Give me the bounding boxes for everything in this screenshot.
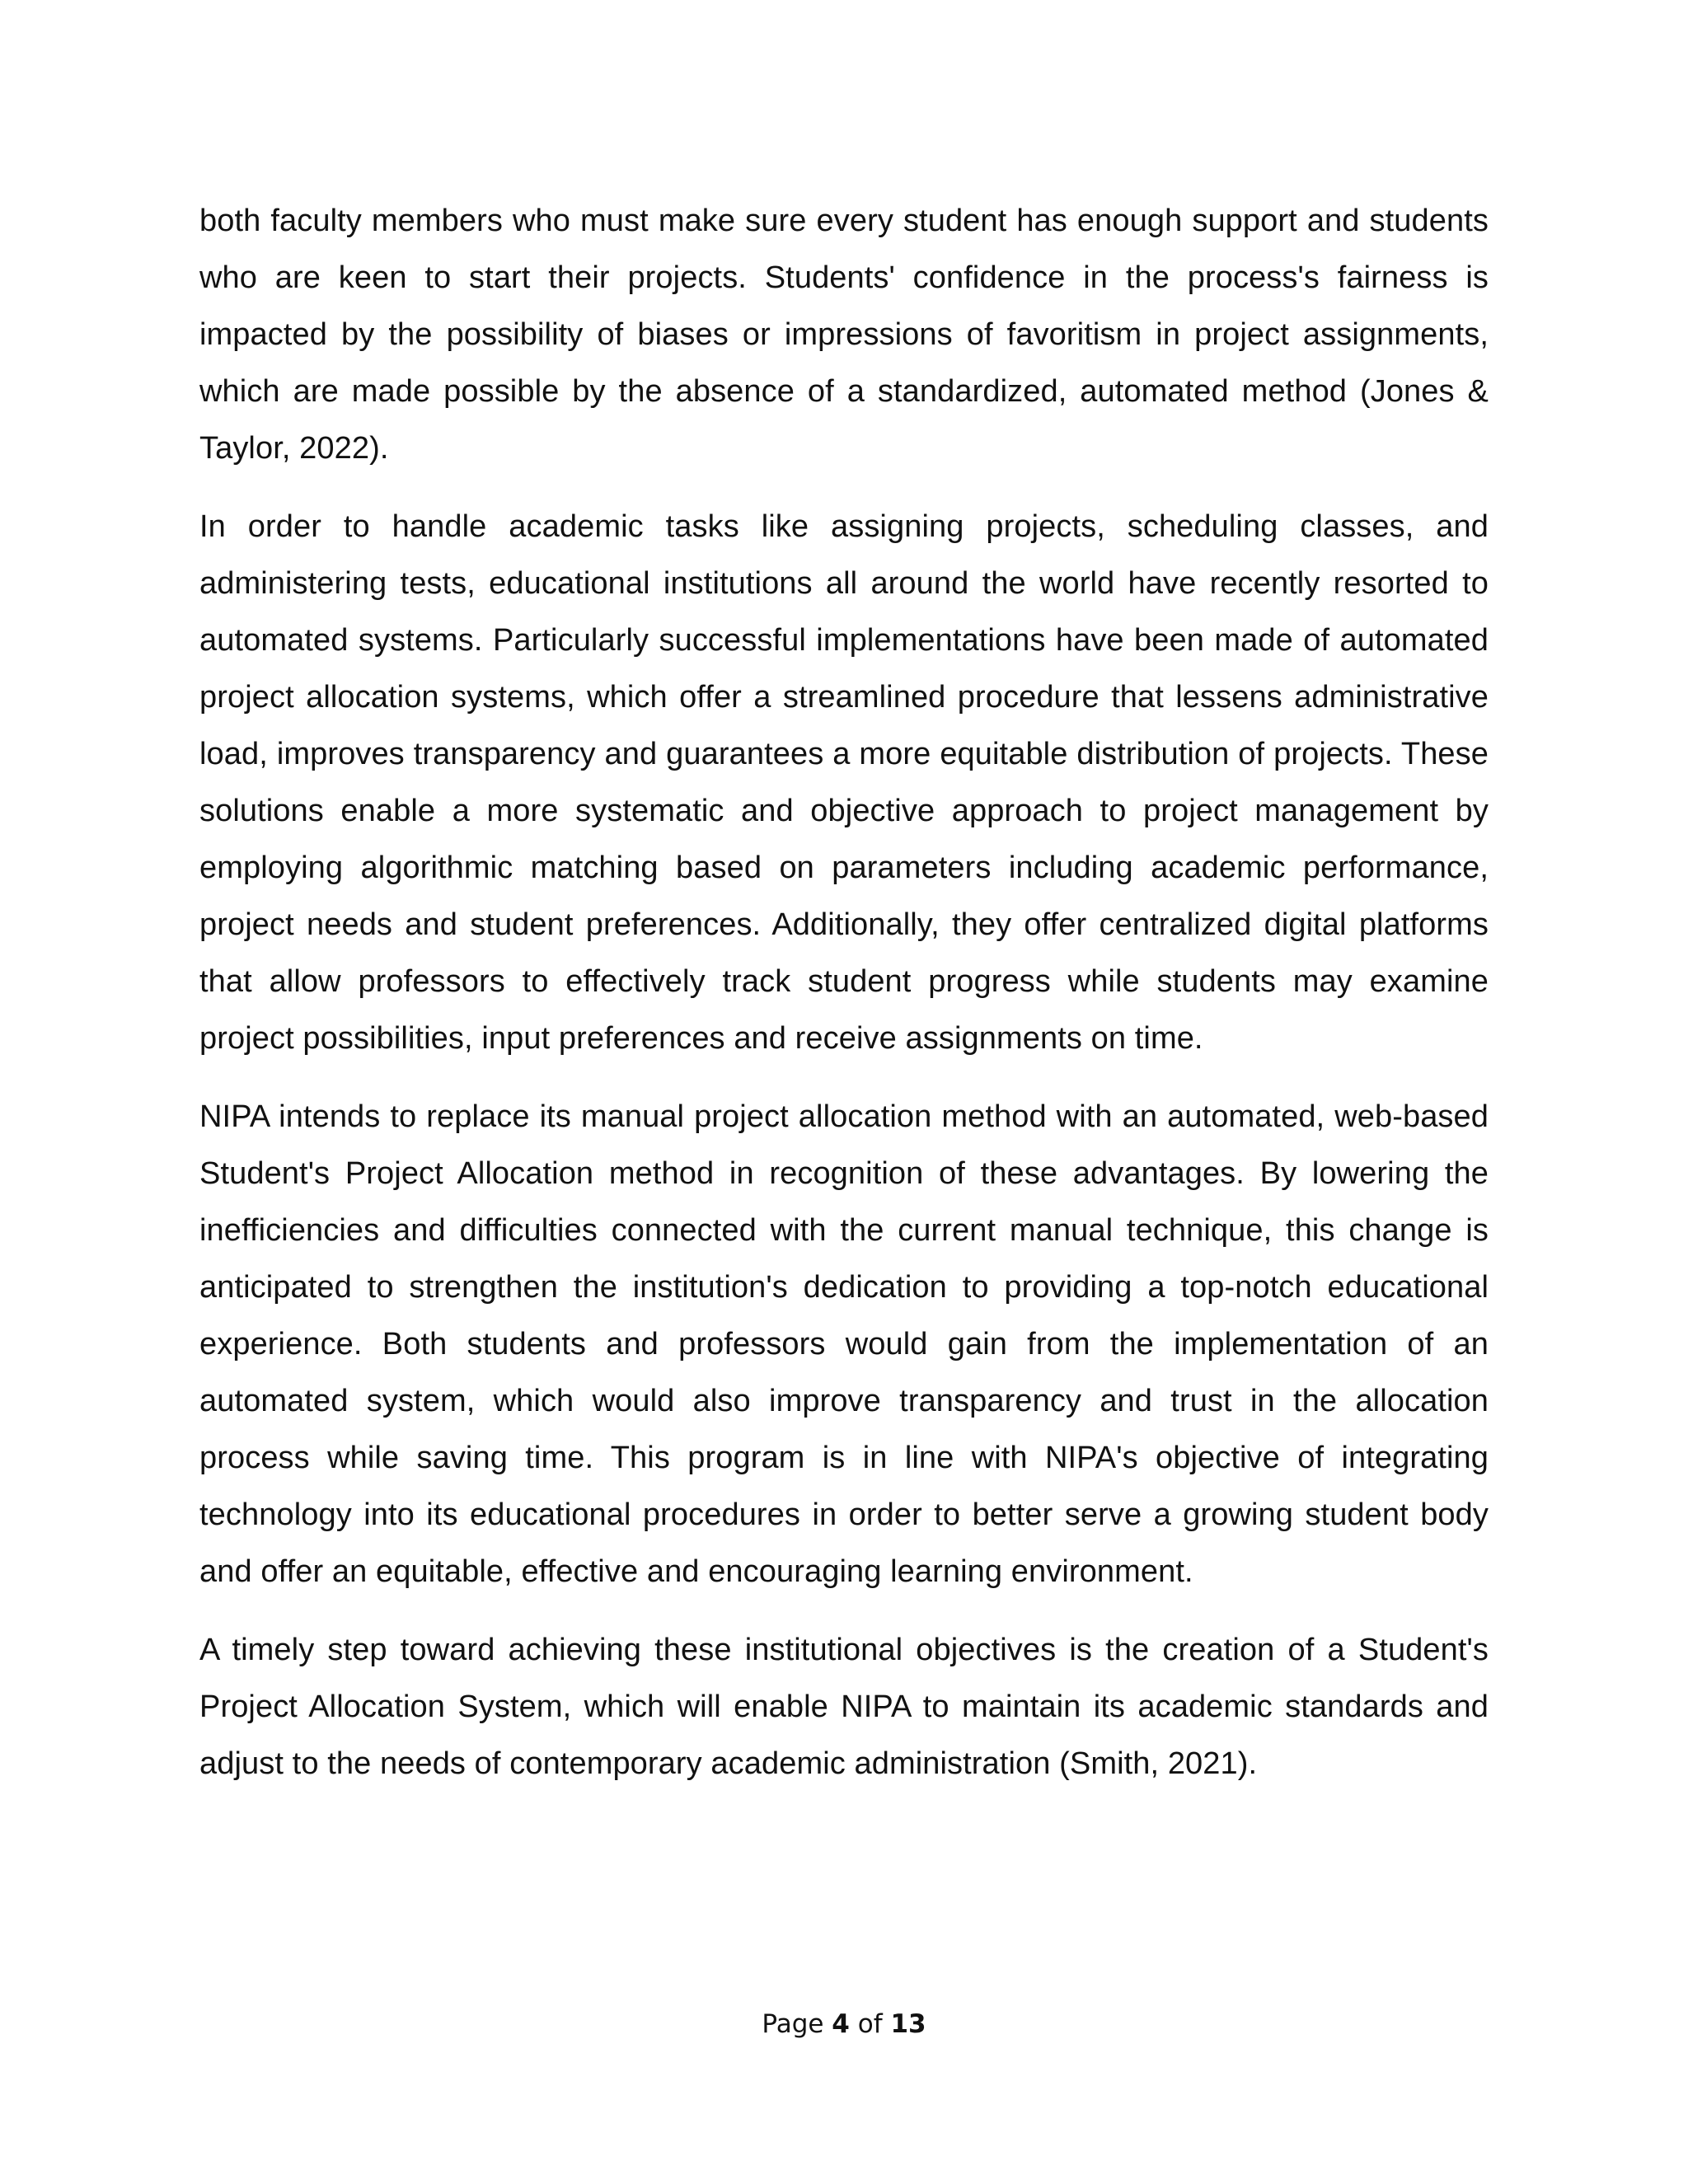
page-footer (0, 2008, 1688, 2041)
body-text (199, 193, 1489, 1814)
footer-prefix: Page (762, 2009, 832, 2039)
paragraph-4: A timely step toward achieving these institutional objectives is the creation of a Student's Project Allocation System, which will enable NIPA to maintain its academic standards and adjust to the needs of contemporary academic administration (Smith, 2021). (199, 1633, 1489, 1781)
paragraph-1: both faculty members who must make sure every student has enough support and students who are keen to start their projects. Students' confidence in the process's fairness is impacted by the possibility of biases or impressions of favoritism in project assignments, which are made possible by the absence of a standardized, automated method (Jones & Taylor, 2022). (199, 204, 1489, 466)
current-page-number: 4 (832, 2009, 850, 2039)
footer-middle: of (849, 2009, 891, 2039)
total-page-count: 13 (890, 2009, 926, 2039)
paragraph-2: In order to handle academic tasks like assigning projects, scheduling classes, and administering tests, educational institutions all around the world have recently resorted to automated systems. Particularly successful implementations have been made of automated project allocation systems, which offer a streamlined procedure that lessens administrative load, improves transparency and guarantees a more equitable distribution of projects. These solutions enable a more systematic and objective approach to project management by employing algorithmic matching based on parameters including academic performance, project needs and student preferences. Additionally, they offer centralized digital platforms that allow professors to effectively track student progress while students may examine project possibilities, input preferences and receive assignments on time. (199, 509, 1489, 1056)
paragraph-3: NIPA intends to replace its manual project allocation method with an automated, web-based Student's Project Allocation method in recognition of these advantages. By lowering the inefficiencies and difficulties connected with the current manual technique, this change is anticipated to strengthen the institution's dedication to providing a top-notch educational experience. Both students and professors would gain from the implementation of an automated system, which would also improve transparency and trust in the allocation process while saving time. This program is in line with NIPA's objective of integrating technology into its educational procedures in order to better serve a growing student body and offer an equitable, effective and encouraging learning environment. (199, 1099, 1489, 1589)
